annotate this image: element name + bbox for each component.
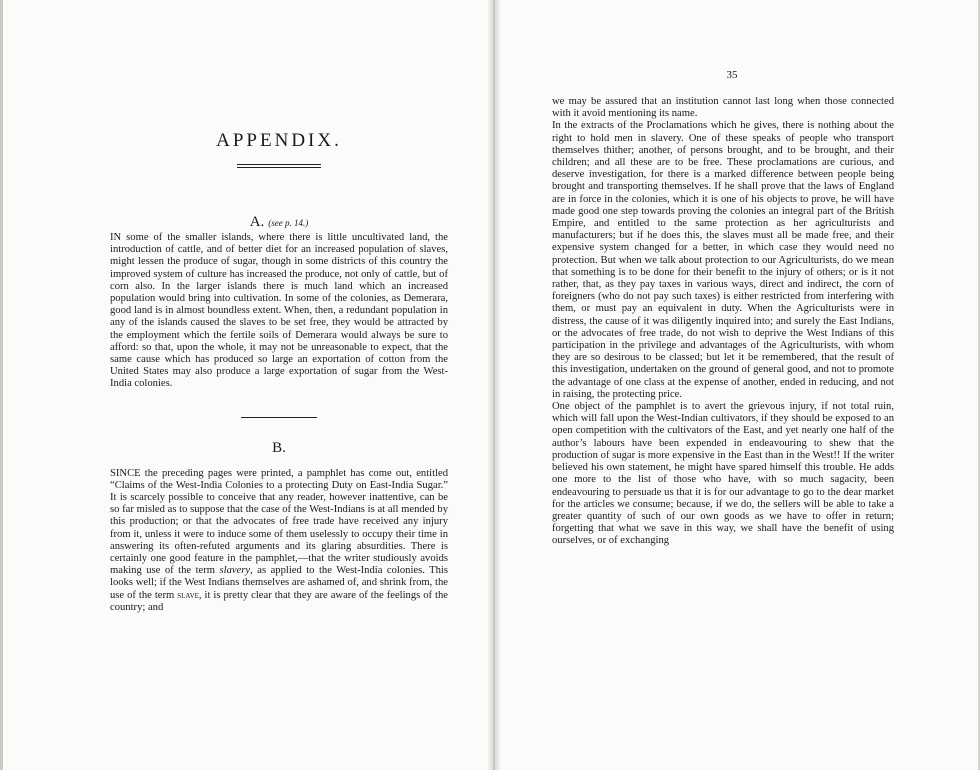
right-paragraph-2 bbox=[552, 120, 894, 401]
section-b-italic-slavery: slavery bbox=[219, 565, 251, 577]
book-gutter bbox=[488, 0, 500, 770]
section-a-reference: (see p. 14.) bbox=[268, 218, 309, 228]
right-p3-text-b: in the East than in the West!! If the writer believed his own statement, he might have spared himself this trouble. He adds one more to the list of those who have, with so much sagacity, been endeavouring to persuade us that it is for our advantage to go to the dear market for the articles we consume; because, if we do, the sellers will be able to take a greater quantity of such of our own goods as we have to offer in return; forgetting that what we save in this way, we shall have the benefit of using ourselves, or of exchanging bbox=[552, 449, 894, 547]
section-b-smallcaps-slave: slave bbox=[177, 589, 199, 601]
right-paragraph-3 bbox=[552, 401, 894, 547]
section-b-letter: B. bbox=[272, 439, 286, 456]
appendix-title: APPENDIX. bbox=[216, 130, 342, 151]
left-page bbox=[110, 110, 448, 614]
section-b-heading bbox=[110, 438, 448, 458]
section-b-text-3: , it is pretty clear that they are aware of the feelings of the country; and bbox=[110, 589, 448, 613]
right-p1-text: we may be assured that an institution cannot last long when those connected with it avoid mentioning its name. bbox=[552, 96, 894, 120]
section-a-paragraph bbox=[110, 232, 448, 391]
right-paragraph-1 bbox=[552, 96, 894, 120]
section-b-text-1: the preceding pages were printed, a pamphlet has come out, entitled “Claims of the West-India Colonies to a protecting Duty on East-India Sugar.” It is scarcely possible to conceive that any reader, however inattentive, can be so far misled as to suppose that the case of the West-Indians is at all mended by this production; or that the advocates of free trade have received any injury from it, unless it were to induce some of them uselessly to occupy their time in answering its often-refuted arguments and its glaring absurdities. There is certainly one good feature in the pamphlet,—that the writer studiously avoids making use of the term bbox=[110, 467, 448, 577]
section-divider-rule bbox=[241, 417, 317, 418]
section-b-lead-word: SINCE bbox=[110, 467, 141, 479]
right-p2-italic-transporting: transporting themselves bbox=[606, 181, 709, 193]
left-page-edge bbox=[0, 0, 3, 770]
right-p2-italic-brought: brought bbox=[552, 181, 585, 193]
right-page bbox=[552, 68, 894, 548]
right-p2-text-b: and bbox=[584, 181, 607, 193]
section-b-paragraph bbox=[110, 468, 448, 614]
right-p3-italic-more-expensive: more expensive bbox=[647, 449, 715, 461]
page-number: 35 bbox=[726, 69, 738, 81]
section-a-text: IN some of the smaller islands, where there is little uncultivated land, the introduction of cattle, and of better diet for an increased population of slaves, might lessen the produce of sugar, though in some districts of this country the improved system of culture has increased the produce, not only of cattle, but of corn also. In the larger islands there is much land which an increased population would bring into cultivation. In some of the colonies, as Demerara, good land is in almost boundless extent. When, then, a redundant population in any of the islands caused the slaves to be set free, they would be attracted by the employment which the fertile soils of Demerara would always be sure to afford: so that, upon the whole, it may not be unreasonable to expect, that the same cause which has produced so large an exportation of cotton from the United States may also produce a large exportation of sugar from the West-India colonies. bbox=[110, 232, 448, 390]
right-p2-text-c: . If he shall prove that the laws of England are in force in the colonies, which it is one of his objects to prove, he will have made good one step towards proving the colonies an integral part of the British Empire, and entitled to the same protection as her agriculturists and manufacturers; but if he does this, the slaves must all be made free, and their expensive system changed for a better, in which case they would need no protection. But when we talk about protection to our Agriculturists, do we mean that something is to be done for their benefit to the injury of others; or is it not rather, that, as they pay taxes in various ways, direct and indirect, the corn of foreigners (who do not pay such taxes) is either restricted from interfering with them, or must pay an equivalent in duty. When the Agriculturists were in distress, the cause of it was diligently inquired into; and surely the East Indians, or the advocates of free trade, do not wish to deprive the West Indians of this participation in the privilege and advantages of the Agriculturists, with whom they are so desirous to be classed; but let it be remembered, that the result of this investigation, undertaken on the ground of general good, and not to promote the advantage of one class at the expense of another, ended in reducing, and not in raising, the protecting price. bbox=[552, 181, 895, 400]
section-a-heading bbox=[110, 212, 448, 232]
right-p3-text-a: One object of the pamphlet is to avert the grievous injury, if not total ruin, which will fall upon the West-Indian cultivators, if they should be exposed to an open competition with the cultivators of the East, and yet nearly one half of the author’s labours have been expended in endeavouring to shew that the production of sugar is bbox=[552, 401, 894, 461]
section-a-letter: A. bbox=[249, 214, 265, 230]
title-double-rule bbox=[237, 164, 321, 168]
right-p2-text-a: In the extracts of the Proclamations which he gives, there is nothing about the right to hold men in slavery. One of these speaks of people who transport themselves thither; another, of persons brought, and to be brought, and their children; and all these are to be free. These proclamations are curious, and deserve investigation, for there is a marked difference between people being bbox=[552, 120, 894, 181]
section-b-text-2: , as applied to the West-India colonies. This looks well; if the West Indians themselves are ashamed of, and shrink from, the use of the term bbox=[110, 565, 448, 601]
